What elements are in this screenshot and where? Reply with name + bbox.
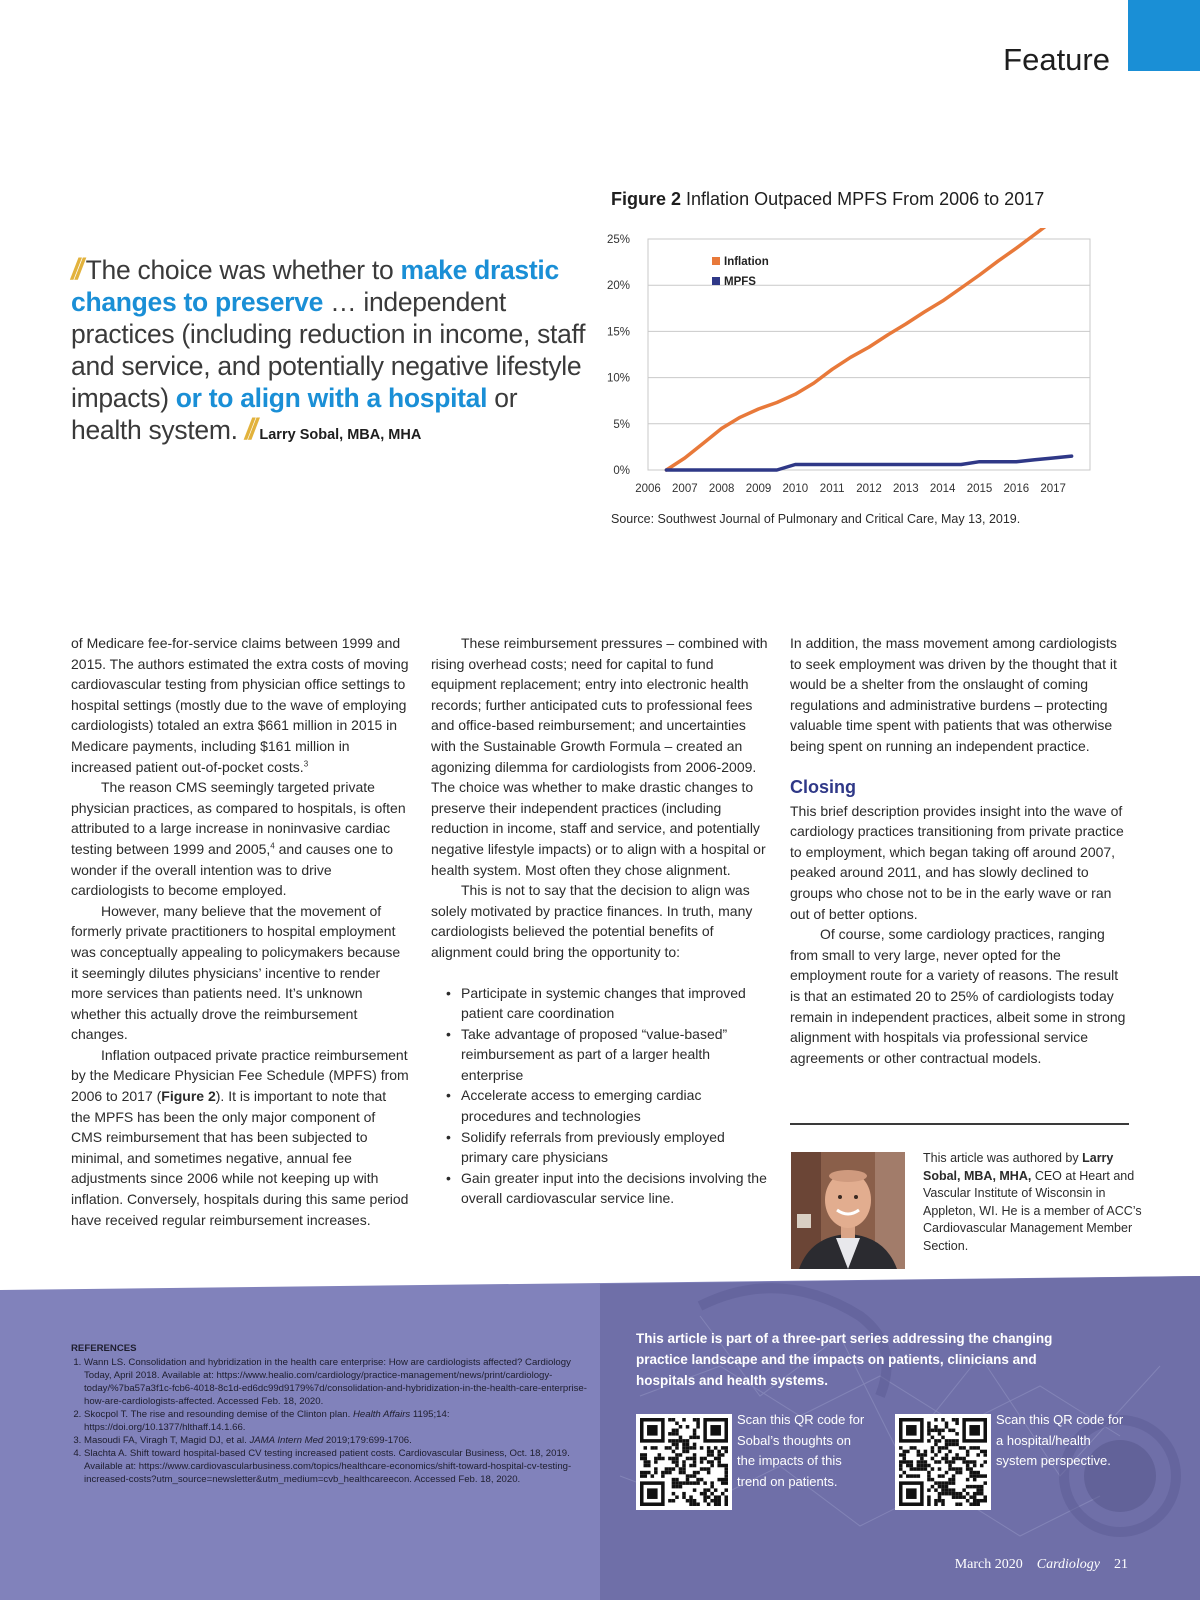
bullet-icon: •	[446, 1169, 451, 1186]
list-item	[446, 1127, 771, 1168]
series-note: This article is part of a three-part series addressing the changing practice landscape and the impacts on patients, clinicians and hospitals and health systems.	[636, 1331, 1053, 1388]
author-photo	[791, 1152, 905, 1269]
paragraph: However, many believe that the movement of formerly private practitioners to hospital employment was conceptually appealing to policymakers because it seemingly dilutes physicians’ incentive to render more services than patients need. It’s unknown whether this actually drove the reimbursement changes.	[71, 902, 401, 1043]
reference-item	[84, 1447, 591, 1486]
legend-swatch	[712, 257, 720, 265]
x-tick-label: 2007	[672, 483, 698, 495]
page-folio	[955, 1557, 1128, 1573]
line-chart	[600, 228, 1120, 500]
list-item-text: Gain greater input into the decisions involving the overall cardiovascular service line.	[461, 1169, 767, 1207]
paragraph: of Medicare fee-for-service claims between 1999 and 2015. The authors estimated the extra costs of moving cardiovascular testing from physician office settings to hospital settings (mostly due to the wave of employing cardiologists) totaled an extra $661 million in 2015 in Medicare payments, including $161 million in increased patient out-of-pocket costs.	[71, 635, 409, 775]
reference-journal: Health Affairs	[352, 1409, 411, 1420]
list-item-text: Solidify referrals from previously employed primary care physicians	[461, 1128, 725, 1166]
paragraph: This is not to say that the decision to align was solely motivated by practice finances. In truth, many cardiologists believed the potential benefits of alignment could bring the opportunity to:	[431, 882, 753, 960]
reference-text: Wann LS. Consolidation and hybridization in the health care enterprise: How are cardiologists affected? Cardiology Today, April 2018. Available at: https://www.healio.com/cardiology/practice-management/news/print/cardiology-today/%7ba57a3f1c-fcb6-4018-8c1d-ed6dc99d9179%7d/consolidation-and-hybridization-in-the-health-care-enterprise-how-are-cardiologists-affected. Accessed Feb. 18, 2020.	[84, 1357, 587, 1407]
bullet-icon: •	[446, 1128, 451, 1145]
quote-author: Larry Sobal, MBA, MHA	[259, 427, 422, 443]
x-tick-label: 2014	[929, 483, 956, 495]
bullet-icon: •	[446, 984, 451, 1001]
list-item	[446, 983, 771, 1024]
quote-text: … independent practices (including reduction in income, staff and service, and potentially negative lifestyle impacts)	[71, 287, 586, 413]
paragraph: These reimbursement pressures – combined with rising overhead costs; need for capital to fund equipment replacement; entry into electronic health records; further anticipated cuts to professional fees and office-based reimbursement; and uncertainties with the Sustainable Growth Formula – created an agonizing dilemma for cardiologists from 2006-2009. The choice was whether to make drastic changes to preserve their independent practices (including reduction in income, staff and service, and potentially negative lifestyle impacts) or to align with a hospital or health system. Most often they chose alignment.	[431, 635, 768, 878]
y-tick-label: 5%	[613, 418, 630, 431]
paragraph: In addition, the mass movement among cardiologists to seek employment was driven by the thought that it would be a shelter from the onslaught of coming regulations and administrative burdens – protecting valuable time spent with patients that was otherwise being spent on running an independent practice.	[790, 635, 1117, 754]
divider	[790, 1123, 1129, 1125]
footnote-ref: 4	[270, 841, 275, 851]
list-item	[446, 1085, 771, 1126]
reference-text: 1195;14: https://doi.org/10.1377/hlthaff.14.1.66.	[84, 1409, 450, 1433]
paragraph: The reason CMS seemingly targeted private physician practices, as compared to hospitals, is often attributed to a large increase in noninvasive cardiac testing between 1999 and 2005,	[71, 779, 406, 857]
reference-text: Masoudi FA, Viragh T, Magid DJ, et al.	[84, 1435, 250, 1446]
paragraph: Inflation outpaced private practice reimbursement by the Medicare Physician Fee Schedule (MPFS) from 2006 to 2017 (	[71, 1046, 409, 1105]
page-number: 21	[1114, 1557, 1128, 1572]
list-item-text: Accelerate access to emerging cardiac procedures and technologies	[461, 1087, 702, 1125]
figure-label: Figure 2	[611, 189, 682, 209]
paragraph: and causes one to wonder if the overall intention was to drive cardiologists to become employed.	[71, 840, 394, 899]
qr-caption-patients: Scan this QR code for Sobal’s thoughts on the impacts of this trend on patients.	[737, 1412, 865, 1489]
quote-highlight: make drastic changes to preserve	[71, 255, 559, 317]
section-color-tab	[1128, 0, 1200, 71]
x-tick-label: 2012	[856, 483, 882, 495]
x-tick-label: 2008	[708, 483, 735, 495]
body-column-2	[431, 633, 771, 1209]
closing-heading: Closing	[790, 776, 856, 797]
bullet-icon: •	[446, 1087, 451, 1104]
figure-ref-link[interactable]: Figure 2	[161, 1088, 216, 1105]
benefits-list	[431, 983, 771, 1210]
quote-text: or health system.	[71, 383, 518, 445]
body-column-1	[71, 633, 409, 1230]
legend-swatch	[712, 277, 720, 285]
quote-text: The choice was whether to	[85, 255, 401, 285]
legend-label: Inflation	[724, 256, 769, 268]
reference-text: 2019;179:699-1706.	[323, 1435, 412, 1446]
bullet-icon: •	[446, 1025, 451, 1042]
paragraph: Of course, some cardiology practices, ranging from small to very large, never opted for the employment route for a variety of reasons. The result is that an estimated 20 to 25% of cardiologists today remain in independent practices, albeit some in strong alignment with hospitals via professional service agreements or other contractual models.	[790, 926, 1126, 1066]
figure-caption: Inflation Outpaced MPFS From 2006 to 2017	[686, 189, 1045, 209]
reference-text: Skocpol T. The rise and resounding demise of the Clinton plan.	[84, 1409, 353, 1420]
bio-text: CEO at Heart and Vascular Institute of Wisconsin in Appleton, WI. He is a member of ACC’s Cardiovascular Management Member Section.	[923, 1168, 1142, 1253]
y-tick-label: 0%	[613, 465, 630, 477]
references	[71, 1342, 591, 1486]
author-name: Larry Sobal, MBA, MHA,	[923, 1151, 1114, 1183]
legend-label: MPFS	[724, 276, 756, 288]
qr-code-patients[interactable]	[636, 1414, 732, 1510]
figure-source: Source: Southwest Journal of Pulmonary and Critical Care, May 13, 2019.	[611, 512, 1021, 526]
x-tick-label: 2010	[782, 483, 809, 495]
body-column-3	[790, 633, 1130, 1068]
x-tick-label: 2016	[1003, 483, 1030, 495]
bio-text: This article was authored by	[923, 1151, 1083, 1165]
x-tick-label: 2006	[635, 483, 661, 495]
qr-caption-hospital: Scan this QR code for a hospital/health system perspective.	[996, 1412, 1124, 1468]
y-tick-label: 25%	[606, 234, 630, 246]
x-tick-label: 2013	[893, 483, 919, 495]
list-item-text: Participate in systemic changes that improved patient care coordination	[461, 984, 746, 1022]
pull-quote	[71, 254, 591, 451]
folio-magazine: Cardiology	[1036, 1557, 1100, 1572]
open-quote-mark-icon: //	[71, 253, 80, 286]
list-item	[446, 1168, 771, 1209]
folio-date: March 2020	[954, 1557, 1023, 1572]
author-bio	[923, 1150, 1153, 1255]
references-heading: REFERENCES	[71, 1343, 137, 1354]
y-tick-label: 10%	[606, 372, 630, 385]
list-item-text: Take advantage of proposed “value-based” reimbursement as part of a larger health enterprise	[461, 1025, 728, 1083]
quote-highlight: or to align with a hospital	[175, 383, 488, 413]
reference-item	[84, 1408, 591, 1434]
x-tick-label: 2015	[966, 483, 993, 495]
y-tick-label: 15%	[606, 326, 630, 339]
section-label: Feature	[1003, 42, 1110, 77]
y-tick-label: 20%	[606, 280, 630, 293]
reference-text: Slachta A. Shift toward hospital-based CV testing increased patient costs. Cardiovascular Business, Oct. 18, 2019. Available at: https://www.cardiovascularbusiness.com/topics/healthcare-economics/shift-toward-hospital-cv-testing-increased-costs?utm_source=newsletter&utm_medium=cvb_healthcareecon. Accessed Feb. 18, 2020.	[84, 1448, 572, 1485]
reference-item	[84, 1434, 591, 1447]
x-tick-label: 2011	[819, 483, 845, 495]
list-item	[446, 1024, 771, 1086]
figure-title	[611, 189, 1044, 210]
footnote-ref: 3	[303, 758, 309, 768]
close-quote-mark-icon: //	[244, 413, 254, 446]
reference-item	[84, 1356, 591, 1408]
paragraph: This brief description provides insight into the wave of cardiology practices transitioning from private practice to employment, which began taking off around 2007, peaked around 2011, and has slowly declined to groups who chose not to be in the early wave or ran out of better options.	[790, 802, 1124, 922]
reference-journal: JAMA Intern Med	[249, 1435, 324, 1446]
x-tick-label: 2009	[745, 483, 772, 495]
qr-code-hospital[interactable]	[895, 1414, 991, 1510]
paragraph: ). It is important to note that the MPFS has been the only major component of CMS reimbursement that has been subjected to minimal, and sometimes negative, annual fee adjustments since 2006 while not keeping up with inflation. Conversely, hospitals during this same period have received regular reimbursement increases.	[71, 1088, 409, 1228]
x-tick-label: 2017	[1040, 483, 1066, 495]
